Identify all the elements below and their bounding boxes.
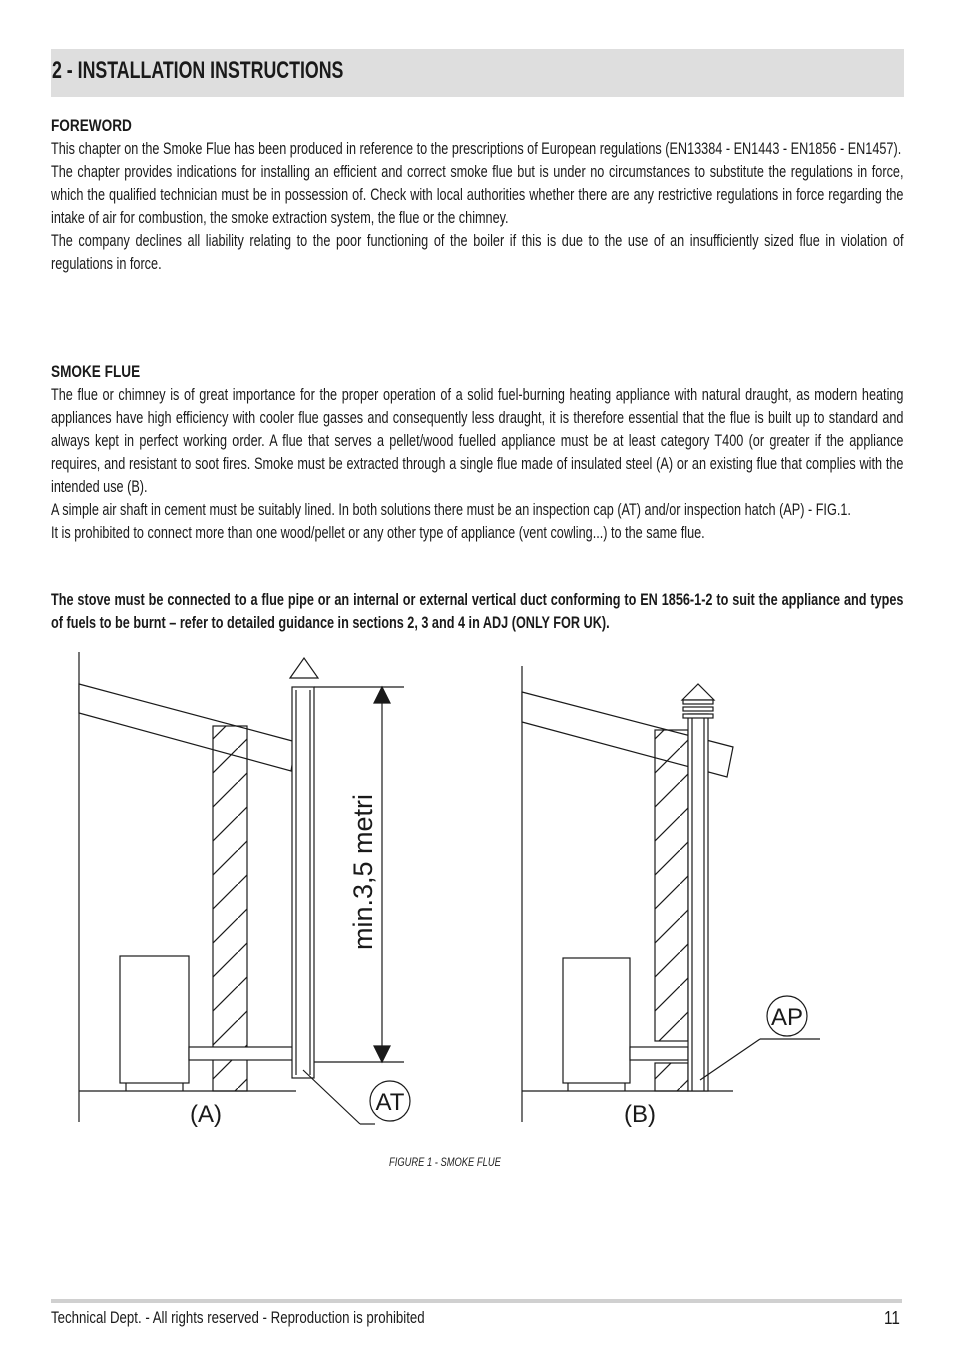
page-number: 11 [884,1308,900,1328]
callout-at: AT [375,1089,405,1116]
dimension-label: min.3,5 metri [348,793,378,950]
foreword-paragraph: The chapter provides indications for installing an efficient and correct smoke flue but is under no circumstances to substitute the regulations in force, which the qualified technician must be in possession of. Check with local authorities whether there are any restrictive regulations in force regarding the intake of air for combustion, the smoke extraction system, the flue or the chimney. [51,163,904,227]
section-title: 2 - INSTALLATION INSTRUCTIONS [52,57,344,84]
label-a: (A) [190,1101,222,1128]
foreword-paragraph: The company declines all liability relating to the poor functioning of the boiler if this is due to the use of an insufficiently sized flue in violation of regulations in force. [51,232,904,273]
section-header-bar [51,49,904,97]
smoke-flue-heading: SMOKE FLUE [51,362,141,381]
foreword-heading: FOREWORD [51,116,132,135]
callout-ap: AP [770,1004,804,1031]
footer-divider [51,1299,902,1303]
smoke-flue-paragraph: It is prohibited to connect more than one wood/pellet or any other type of appliance (vent cowling...) to the same flue. [51,524,705,542]
smoke-flue-paragraph: A simple air shaft in cement must be suitably lined. In both solutions there must be an inspection cap (AT) and/or inspection hatch (AP) - FIG.1. [51,501,851,519]
smoke-flue-diagram [0,640,954,1140]
foreword-paragraph: This chapter on the Smoke Flue has been produced in reference to the prescriptions of European regulations (EN13384 - EN1443 - EN1856 - EN1457). [51,140,902,158]
diagram-b [522,666,820,1122]
smoke-flue-paragraph: The flue or chimney is of great importance for the proper operation of a solid fuel-burning heating appliance with natural draught, as modern heating appliances have high efficiency with cooler flue gasses and consequently less draught, it is therefore essential that the flue is built up to standard and always kept in perfect working order. A flue that serves a pellet/wood fuelled appliance must be at least category T400 (or greater if the appliance requires, and resistant to soot fires. Smoke must be extracted through a single flue made of insulated steel (A) or an existing flue that complies with the intended use (B). [51,386,904,496]
label-b: (B) [624,1101,656,1128]
footer-text: Technical Dept. - All rights reserved - Reproduction is prohibited [51,1308,425,1327]
ukca-notice: The stove must be connected to a flue pipe or an internal or external vertical duct conforming to EN 1856-1-2 to suit the appliance and types of fuels to be burnt – refer to detailed guidance in sections 2, 3 and 4 in ADJ (ONLY FOR UK). [51,591,904,632]
foreword-body [51,138,903,276]
figure-caption: FIGURE 1 - SMOKE FLUE [389,1155,501,1169]
smoke-flue-figure [0,640,954,1140]
smoke-flue-body [51,384,903,545]
